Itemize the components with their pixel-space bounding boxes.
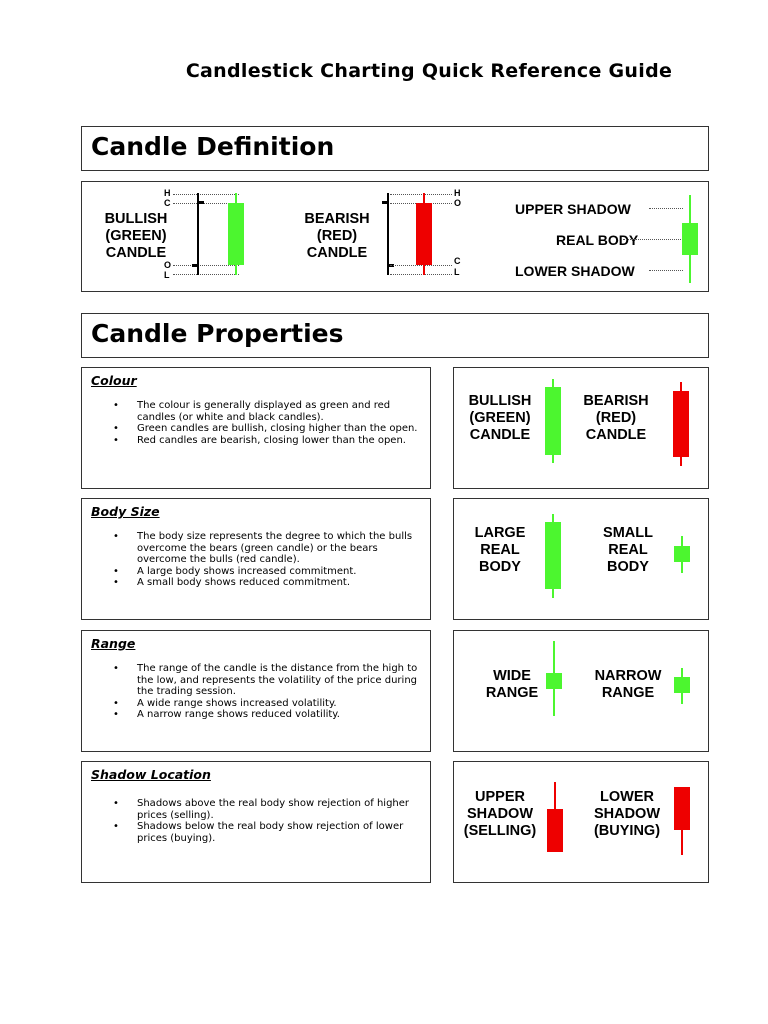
lower-shadow-label: LOWER SHADOW <box>515 263 635 279</box>
page-title: Candlestick Charting Quick Reference Guide <box>185 60 673 82</box>
real-body-label: REAL BODY <box>556 232 639 248</box>
bull-guide-open <box>173 265 239 266</box>
colour-text-box <box>81 367 431 489</box>
colour-bull-body <box>545 387 561 455</box>
bearish-candle-label: BEARISH (RED) CANDLE <box>304 211 370 261</box>
list-item: • The range of the candle is the distance from the high to the low, and represents the volatility of the price during the trading session. <box>91 663 421 698</box>
bear-marker-h: H <box>454 188 461 198</box>
bear-marker-c: C <box>454 256 461 266</box>
bullish-candle-label: BULLISH (GREEN) CANDLE <box>104 211 168 261</box>
lower-shadow-guide <box>649 270 683 271</box>
body-size-title: Body Size <box>91 504 160 519</box>
colour-bear-body <box>673 391 689 457</box>
bear-guide-high <box>390 194 452 195</box>
upper-shadow-selling-label: UPPER SHADOW (SELLING) <box>463 789 537 839</box>
list-item: • The colour is generally displayed as green and red candles (or white and black candles). <box>91 400 421 423</box>
bull-marker-o: O <box>164 260 172 270</box>
colour-bullet-list <box>91 400 421 446</box>
small-body-label: SMALL REAL BODY <box>603 525 653 575</box>
real-body-guide <box>623 239 681 240</box>
candle-definition-heading: Candle Definition <box>91 132 335 161</box>
bull-candle-body <box>228 203 244 265</box>
upper-shadow-wick <box>554 782 556 810</box>
wide-range-body <box>546 673 562 689</box>
list-item: • A wide range shows increased volatility. <box>91 698 421 710</box>
bull-marker-l: L <box>164 270 170 280</box>
range-illustration-box <box>453 630 709 752</box>
range-title: Range <box>91 636 136 651</box>
upper-shadow-guide <box>649 208 683 209</box>
candle-definition-header <box>81 126 709 171</box>
list-item: • Red candles are bearish, closing lower than the open. <box>91 435 421 447</box>
large-body-candle <box>545 522 561 589</box>
narrow-range-body <box>674 677 690 693</box>
range-bullet-list <box>91 663 421 721</box>
bull-ohlc-open-tick <box>192 264 197 267</box>
colour-illustration-box <box>453 367 709 489</box>
bull-guide-low <box>173 274 239 275</box>
shadow-location-title: Shadow Location <box>91 767 211 782</box>
bull-guide-high <box>173 194 239 195</box>
body-size-bullet-list <box>91 531 421 589</box>
bear-candle-body <box>416 203 432 265</box>
lower-shadow-buying-label: LOWER SHADOW (BUYING) <box>593 789 661 839</box>
narrow-range-label: NARROW RANGE <box>594 668 662 701</box>
body-size-illustration-box <box>453 498 709 620</box>
range-text-box <box>81 630 431 752</box>
list-item: • A small body shows reduced commitment. <box>91 577 421 589</box>
bear-guide-close <box>390 265 452 266</box>
list-item: • A narrow range shows reduced volatility. <box>91 709 421 721</box>
list-item: • The body size represents the degree to which the bulls overcome the bears (green candle) or the bears overcome the bulls (red candle). <box>91 531 421 566</box>
list-item: • A large body shows increased commitment. <box>91 566 421 578</box>
lower-shadow-wick <box>681 829 683 855</box>
shadow-location-text-box <box>81 761 431 883</box>
list-item: • Shadows below the real body show rejection of lower prices (buying). <box>91 821 421 844</box>
candle-properties-header <box>81 313 709 358</box>
small-body-candle <box>674 546 690 562</box>
bear-ohlc-bar <box>387 193 389 275</box>
shadow-location-bullet-list <box>91 798 421 844</box>
wide-range-label: WIDE RANGE <box>485 668 539 701</box>
colour-bullish-label: BULLISH (GREEN) CANDLE <box>468 393 532 443</box>
candle-properties-heading: Candle Properties <box>91 319 344 348</box>
bull-ohlc-bar <box>197 193 199 275</box>
upper-shadow-body <box>547 809 563 852</box>
bull-ohlc-close-tick <box>199 201 204 204</box>
bear-guide-low <box>390 274 452 275</box>
shadow-location-illustration-box <box>453 761 709 883</box>
bear-marker-o: O <box>454 198 462 208</box>
bull-marker-h: H <box>164 188 171 198</box>
list-item: • Shadows above the real body show rejection of higher prices (selling). <box>91 798 421 821</box>
colour-title: Colour <box>91 373 137 388</box>
colour-bearish-label: BEARISH (RED) CANDLE <box>583 393 649 443</box>
lower-shadow-body <box>674 787 690 830</box>
upper-shadow-label: UPPER SHADOW <box>515 201 631 217</box>
bull-marker-c: C <box>164 198 171 208</box>
anatomy-candle-body <box>682 223 698 255</box>
bear-marker-l: L <box>454 267 460 277</box>
list-item: • Green candles are bullish, closing higher than the open. <box>91 423 421 435</box>
large-body-label: LARGE REAL BODY <box>474 525 526 575</box>
bear-ohlc-open-tick <box>382 201 387 204</box>
candle-definition-diagram <box>81 181 709 292</box>
body-size-text-box <box>81 498 431 620</box>
